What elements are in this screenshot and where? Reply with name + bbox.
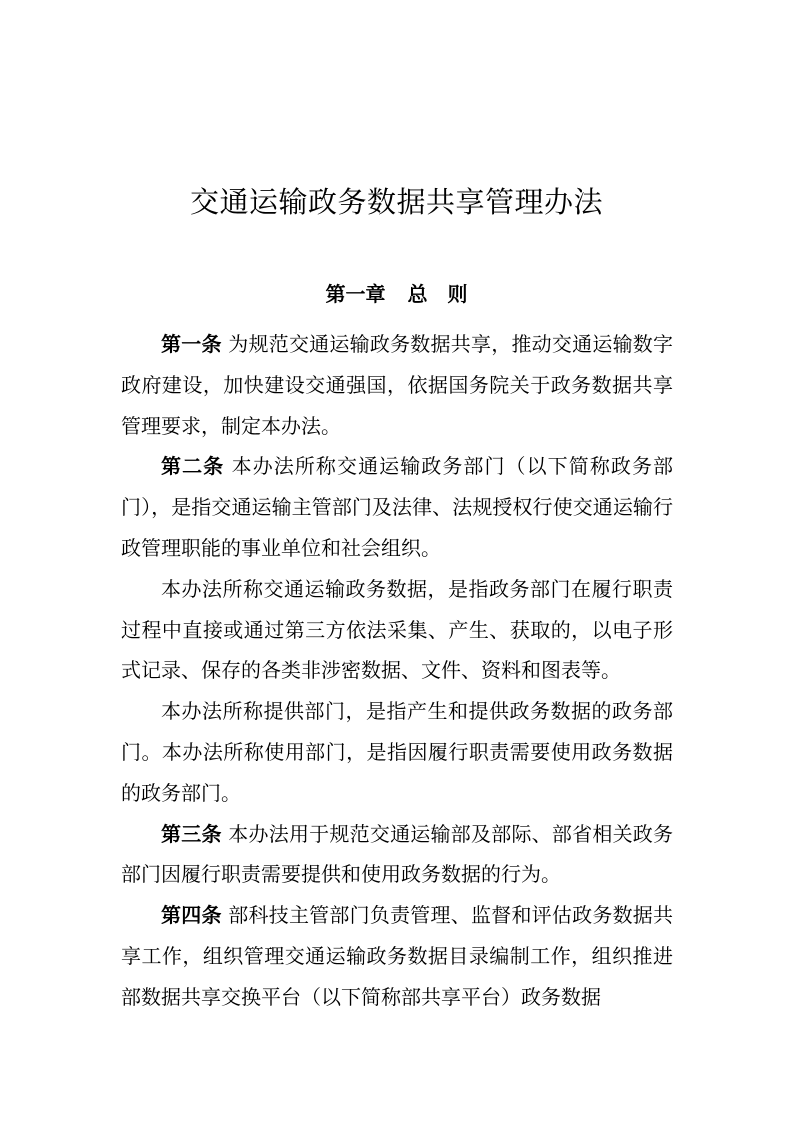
paragraph	[121, 691, 673, 813]
article-number: 第二条	[161, 454, 225, 479]
article-number: 第一条	[161, 332, 222, 356]
paragraph	[121, 446, 673, 568]
paragraph-text: 本办法所称交通运输政务部门（以下简称政务部门），是指交通运输主管部门及法律、法规授权行使交通运输行政管理职能的事业单位和社会组织。	[121, 454, 674, 560]
paragraph	[121, 895, 673, 1017]
paragraph-text: 本办法所称提供部门，是指产生和提供政务数据的政务部门。本办法所称使用部门，是指因履行职责需要使用政务数据的政务部门。	[121, 699, 673, 805]
paragraph-text: 为规范交通运输政务数据共享，推动交通运输数字政府建设，加快建设交通强国，依据国务院关于政务数据共享管理要求，制定本办法。	[121, 332, 674, 438]
paragraph	[121, 569, 673, 691]
paragraph-text: 本办法所称交通运输政务数据，是指政务部门在履行职责过程中直接或通过第三方依法采集、产生、获取的，以电子形式记录、保存的各类非涉密数据、文件、资料和图表等。	[121, 576, 673, 683]
article-number: 第四条	[161, 903, 222, 928]
article-number: 第三条	[161, 821, 222, 846]
paragraph	[121, 324, 673, 446]
chapter-heading	[0, 276, 793, 312]
paragraph	[121, 814, 673, 896]
chapter-number: 第一章	[325, 282, 386, 306]
document-title: 交通运输政务数据共享管理办法	[189, 185, 603, 219]
chapter-name: 总 则	[407, 282, 468, 306]
paragraph-text: 本办法用于规范交通运输部及部际、部省相关政务部门因履行职责需要提供和使用政务数据的行为。	[121, 821, 674, 887]
paragraph-text: 部科技主管部门负责管理、监督和评估政务数据共享工作，组织管理交通运输政务数据目录编制工作，组织推进部数据共享交换平台（以下简称部共享平台）政务数据	[121, 903, 674, 1009]
document-body	[121, 324, 673, 1018]
